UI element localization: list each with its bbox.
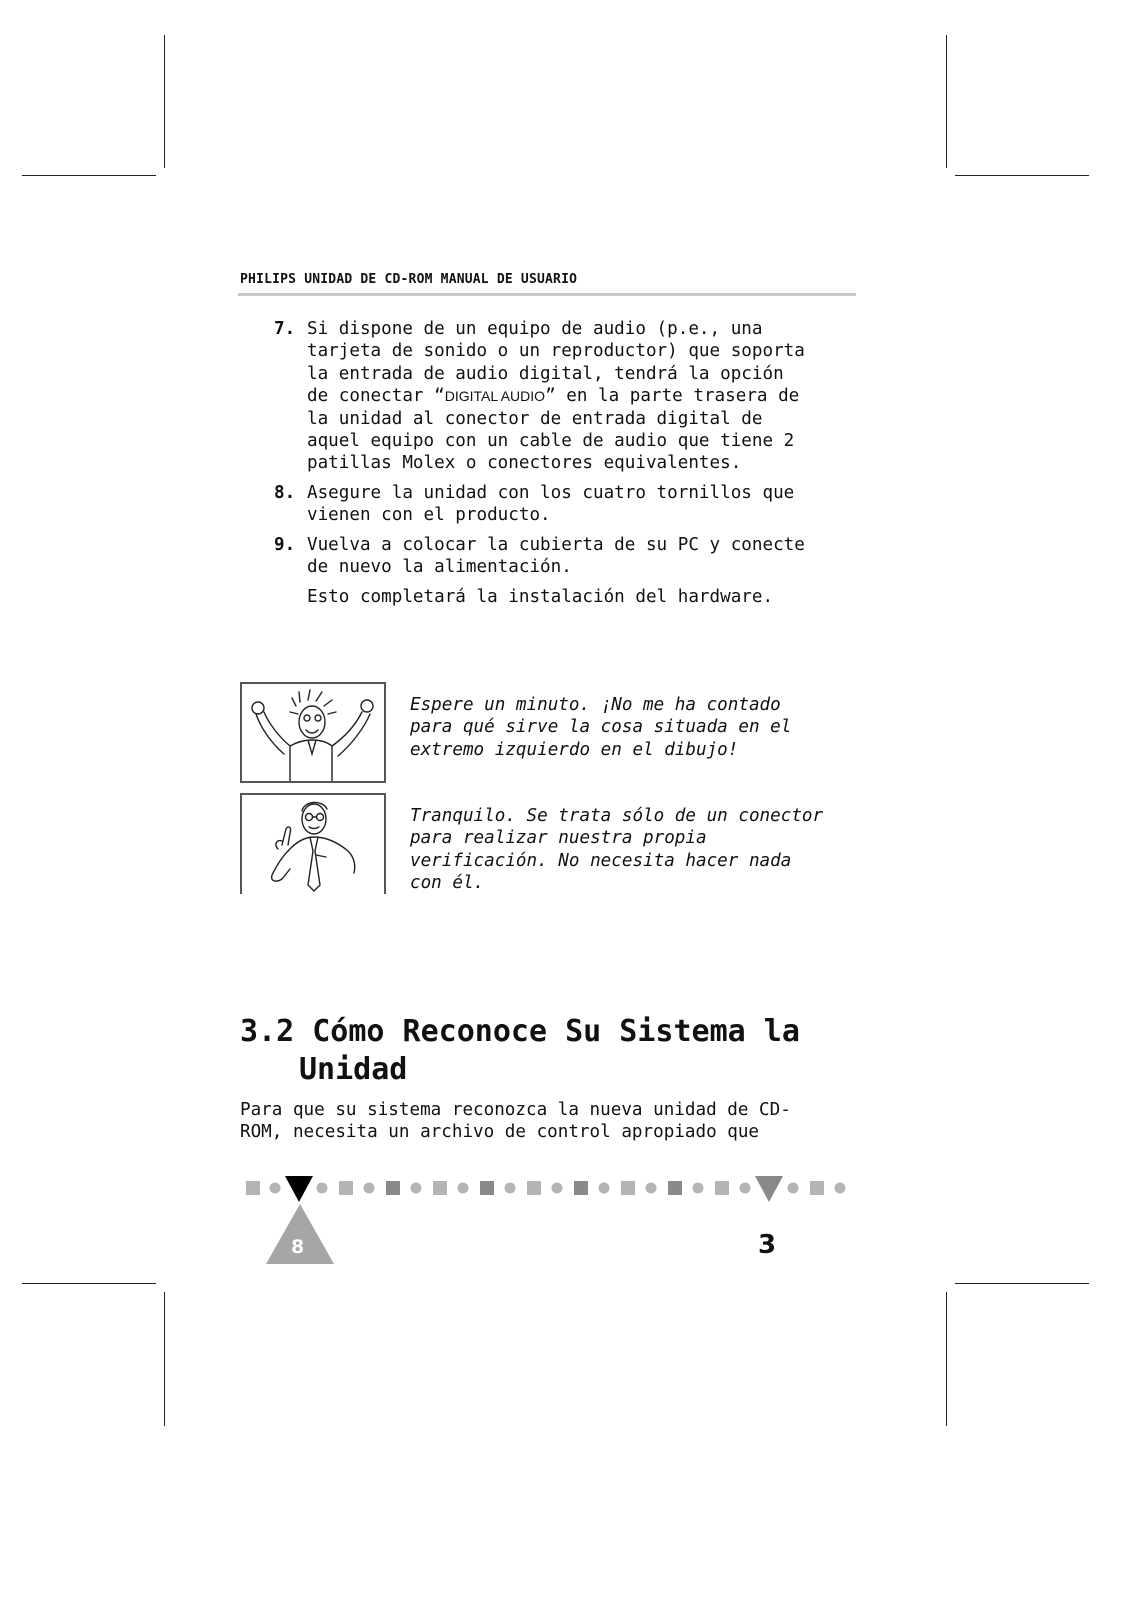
footer-square [574, 1181, 588, 1195]
step-text: Vuelva a colocar la cubierta de su PC y conecte de nuevo la alimentación. [307, 535, 805, 578]
footer-square [715, 1181, 729, 1195]
footer-square [386, 1181, 400, 1195]
header-rule [238, 293, 856, 296]
crop-mark-top-left-h [22, 175, 156, 176]
footer-shapes [246, 1176, 846, 1264]
excited-man-illustration [240, 682, 386, 783]
footer-square [480, 1181, 494, 1195]
crop-mark-bottom-right-h [955, 1283, 1089, 1284]
footer-square [621, 1181, 635, 1195]
footer-dot [317, 1183, 328, 1194]
calm-man-drawing [242, 795, 384, 894]
page-marker-triangle [755, 1176, 783, 1202]
footer-square [527, 1181, 541, 1195]
footer-dot [458, 1183, 469, 1194]
footer-square [668, 1181, 682, 1195]
footer-square [433, 1181, 447, 1195]
step-text: Asegure la unidad con los cuatro tornillos que vienen con el producto. [307, 483, 795, 526]
section-title-line2: Unidad [299, 1052, 408, 1087]
section-title-line1: Cómo Reconoce Su Sistema la [312, 1014, 800, 1049]
footer-dot [646, 1183, 657, 1194]
chapter-tab-number: 8 [291, 1236, 305, 1258]
crop-mark-top-right-v [946, 35, 947, 168]
step-text: Si dispone de un equipo de audio (p.e., una tarjeta de sonido o un reproductor) que soporta la entrada de audio digital, tendrá la opción de conectar “DIGITAL AUDIO” en la parte trasera de la unidad al conector de entrada digital de aquel equipo con un cable de audio que tiene 2 patillas Molex o conectores equivalentes. [307, 319, 805, 474]
step-number: 7. [274, 319, 296, 339]
section-heading [240, 1013, 800, 1089]
footer-dot [788, 1183, 799, 1194]
crop-mark-bottom-left-v [164, 1292, 165, 1426]
step-number: 9. [274, 535, 296, 555]
dialog-answer: Tranquilo. Se trata sólo de un conector para realizar nuestra propia verificación. No necesita hacer nada con él. [410, 806, 824, 894]
crop-mark-top-right-h [955, 175, 1089, 176]
crop-mark-bottom-right-v [946, 1292, 947, 1426]
footer-dot [364, 1183, 375, 1194]
footer-dot [599, 1183, 610, 1194]
step-number: 8. [274, 483, 296, 503]
dialog-question: Espere un minuto. ¡No me ha contado para qué sirve la cosa situada en el extremo izquierdo en el dibujo! [410, 695, 792, 760]
footer-dot [505, 1183, 516, 1194]
chapter-marker-triangle [285, 1176, 313, 1202]
excited-man-drawing [242, 684, 384, 781]
footer-dot [693, 1183, 704, 1194]
footer-dot [552, 1183, 563, 1194]
footer-dot [835, 1183, 846, 1194]
crop-mark-top-left-v [164, 35, 165, 168]
footer-square [246, 1181, 260, 1195]
section-number: 3.2 [240, 1014, 295, 1049]
footer-dot [270, 1183, 281, 1194]
page-number: 3 [758, 1230, 777, 1260]
footer-dot [740, 1183, 751, 1194]
running-header: PHILIPS UNIDAD DE CD-ROM MANUAL DE USUARIO [240, 272, 578, 287]
digital-audio-label: DIGITAL AUDIO [444, 388, 546, 405]
footer-square [339, 1181, 353, 1195]
crop-mark-bottom-left-h [22, 1283, 156, 1284]
calm-man-illustration [240, 793, 386, 894]
footer-square [810, 1181, 824, 1195]
section-paragraph: Para que su sistema reconozca la nueva unidad de CD- ROM, necesita un archivo de control apropiado que [240, 1100, 791, 1143]
footer-dot [411, 1183, 422, 1194]
